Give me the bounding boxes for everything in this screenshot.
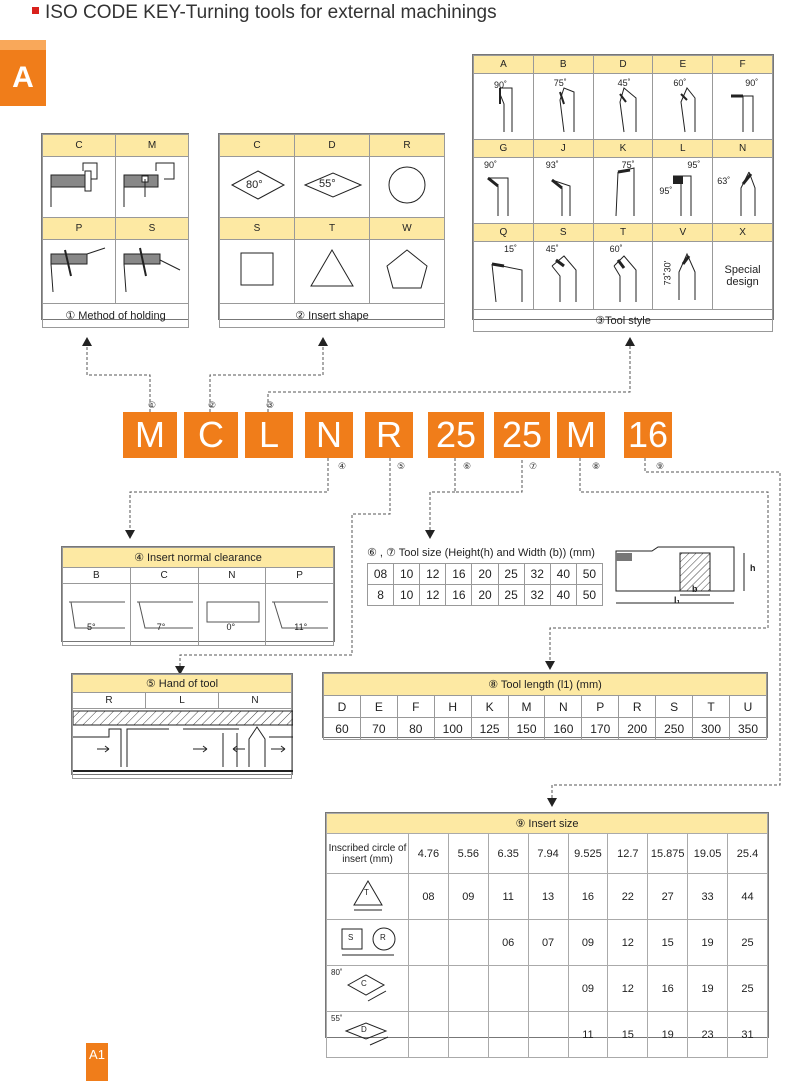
holding-letter: S	[116, 218, 189, 240]
insert-size-row-label: Inscribed circle of insert (mm)	[327, 834, 409, 874]
d-value: 31	[728, 1012, 768, 1058]
insert-size-panel	[325, 812, 769, 1041]
label-l1: l₁	[674, 595, 681, 605]
length-value: 60	[324, 718, 361, 740]
length-letter: F	[397, 696, 434, 718]
holding-panel	[41, 133, 189, 320]
style-f-icon: 90˚	[713, 74, 773, 140]
size-value: 25	[498, 585, 524, 606]
t-insert-icon: T	[327, 874, 409, 920]
length-value: 100	[434, 718, 471, 740]
t-value: 27	[648, 874, 688, 920]
holding-s-icon	[116, 240, 189, 304]
sr-value	[409, 920, 449, 966]
holding-letter: M	[116, 135, 189, 157]
length-letter: M	[508, 696, 545, 718]
code-number: ⑥	[463, 461, 472, 471]
code-number: ⑤	[397, 461, 406, 471]
length-letter: T	[693, 696, 730, 718]
title-bullet-icon	[32, 7, 39, 14]
label-b: b	[692, 584, 698, 594]
style-letter: X	[713, 224, 773, 242]
t-value: 44	[728, 874, 768, 920]
style-v-icon: 73˚30'	[653, 242, 713, 310]
shape-d-icon: 55°	[295, 157, 370, 218]
sr-value: 09	[568, 920, 608, 966]
length-value: 350	[729, 718, 766, 740]
c-value: 16	[648, 966, 688, 1012]
shape-t-icon	[295, 240, 370, 304]
sr-value: 07	[528, 920, 568, 966]
page-number: A1	[86, 1043, 108, 1081]
code-box-width: 25	[494, 412, 550, 458]
d-insert-icon: D 55˚	[327, 1012, 409, 1058]
clearance-letter: C	[130, 568, 198, 584]
size-code: 08	[368, 564, 394, 585]
style-a-icon: 90˚	[474, 74, 534, 140]
style-letter: A	[474, 56, 534, 74]
size-code: 32	[524, 564, 550, 585]
d-value: 19	[648, 1012, 688, 1058]
length-value: 70	[360, 718, 397, 740]
circle-value: 19.05	[688, 834, 728, 874]
length-letter: E	[360, 696, 397, 718]
style-l-icon: 95˚ 95˚	[653, 158, 713, 224]
circle-value: 5.56	[448, 834, 488, 874]
circle-value: 15.875	[648, 834, 688, 874]
size-code: 12	[420, 564, 446, 585]
size-code: 20	[472, 564, 498, 585]
page-title: ISO CODE KEY-Turning tools for external machinings	[32, 2, 497, 24]
tab-decoration	[0, 40, 46, 50]
style-n-icon: 63˚	[713, 158, 773, 224]
c-value: 12	[608, 966, 648, 1012]
shape-letter: R	[370, 135, 445, 157]
t-value: 16	[568, 874, 608, 920]
d-value: 15	[608, 1012, 648, 1058]
t-value: 09	[448, 874, 488, 920]
length-letter: U	[729, 696, 766, 718]
sr-value	[448, 920, 488, 966]
clearance-n-icon: 0°	[198, 584, 266, 646]
size-value: 10	[394, 585, 420, 606]
style-b-icon: 75˚	[533, 74, 593, 140]
d-value: 11	[568, 1012, 608, 1058]
t-value: 11	[488, 874, 528, 920]
circle-value: 4.76	[409, 834, 449, 874]
code-number: ①	[148, 400, 157, 410]
length-letter: H	[434, 696, 471, 718]
size-value: 20	[472, 585, 498, 606]
code-box-shape: C	[184, 412, 238, 458]
circle-value: 25.4	[728, 834, 768, 874]
style-letter: F	[713, 56, 773, 74]
circle-value: 6.35	[488, 834, 528, 874]
style-letter: D	[593, 56, 653, 74]
code-box-holding: M	[123, 412, 177, 458]
style-letter: Q	[474, 224, 534, 242]
t-value: 08	[409, 874, 449, 920]
code-box-height: 25	[428, 412, 484, 458]
c-value: 25	[728, 966, 768, 1012]
shape-letter: T	[295, 218, 370, 240]
size-code: 16	[446, 564, 472, 585]
length-value: 300	[693, 718, 730, 740]
c-value	[409, 966, 449, 1012]
size-value: 16	[446, 585, 472, 606]
sr-value: 15	[648, 920, 688, 966]
shape-c-icon: 80°	[220, 157, 295, 218]
size-code: 25	[498, 564, 524, 585]
style-letter: E	[653, 56, 713, 74]
length-letter: R	[619, 696, 656, 718]
size-code: 10	[394, 564, 420, 585]
code-box-size: 16	[624, 412, 672, 458]
clearance-letter: N	[198, 568, 266, 584]
size-value: 32	[524, 585, 550, 606]
c-value: 19	[688, 966, 728, 1012]
hand-letter: L	[146, 693, 219, 709]
style-t-icon: 60˚	[593, 242, 653, 310]
size-value: 8	[368, 585, 394, 606]
d-value	[488, 1012, 528, 1058]
c-value: 09	[568, 966, 608, 1012]
shape-caption: ② Insert shape	[220, 304, 445, 328]
length-letter: N	[545, 696, 582, 718]
length-value: 250	[656, 718, 693, 740]
shape-letter: S	[220, 218, 295, 240]
length-value: 170	[582, 718, 619, 740]
sr-value: 12	[608, 920, 648, 966]
style-caption: ③Tool style	[474, 310, 773, 332]
shape-letter: D	[295, 135, 370, 157]
size-value: 40	[550, 585, 576, 606]
clearance-b-icon: 5°	[63, 584, 131, 646]
style-k-icon: 75˚	[593, 158, 653, 224]
length-value: 125	[471, 718, 508, 740]
shape-letter: W	[370, 218, 445, 240]
length-letter: P	[582, 696, 619, 718]
d-value	[448, 1012, 488, 1058]
length-letter: S	[656, 696, 693, 718]
tool-size-title: ⑥ , ⑦ Tool size (Height(h) and Width (b)) (mm)	[367, 547, 595, 559]
sr-value: 19	[688, 920, 728, 966]
code-number: ③	[266, 400, 275, 410]
size-value: 12	[420, 585, 446, 606]
hand-diagram	[73, 709, 292, 779]
length-letter: D	[324, 696, 361, 718]
code-box-hand: R	[365, 412, 413, 458]
hand-letter: N	[219, 693, 292, 709]
size-value: 50	[576, 585, 602, 606]
code-number: ④	[338, 461, 347, 471]
style-j-icon: 93˚	[533, 158, 593, 224]
length-value: 80	[397, 718, 434, 740]
style-e-icon: 60˚	[653, 74, 713, 140]
shape-r-icon	[370, 157, 445, 218]
holding-c-icon	[43, 157, 116, 218]
code-box-style: L	[245, 412, 293, 458]
tool-size-diagram	[612, 545, 772, 607]
length-value: 150	[508, 718, 545, 740]
style-letter: N	[713, 140, 773, 158]
c-value	[448, 966, 488, 1012]
length-letter: K	[471, 696, 508, 718]
d-value: 23	[688, 1012, 728, 1058]
code-number: ⑦	[529, 461, 538, 471]
circle-value: 7.94	[528, 834, 568, 874]
style-d-icon: 45˚	[593, 74, 653, 140]
sr-value: 06	[488, 920, 528, 966]
t-value: 13	[528, 874, 568, 920]
tool-size-panel	[367, 546, 605, 606]
holding-caption: ① Method of holding	[43, 304, 189, 328]
clearance-letter: P	[266, 568, 334, 584]
code-number: ⑧	[592, 461, 601, 471]
clearance-p-icon: 11°	[266, 584, 334, 646]
style-letter: B	[533, 56, 593, 74]
d-value	[528, 1012, 568, 1058]
code-box-length: M	[557, 412, 605, 458]
style-letter: G	[474, 140, 534, 158]
clearance-c-icon: 7°	[130, 584, 198, 646]
shape-w-icon	[370, 240, 445, 304]
d-value	[409, 1012, 449, 1058]
hand-title: ⑤ Hand of tool	[73, 675, 292, 693]
size-code: 40	[550, 564, 576, 585]
c-value	[528, 966, 568, 1012]
c-value	[488, 966, 528, 1012]
clearance-letter: B	[63, 568, 131, 584]
shape-s-icon	[220, 240, 295, 304]
clearance-panel	[61, 546, 335, 642]
section-tab: A	[0, 50, 46, 106]
hand-panel	[71, 673, 293, 775]
style-letter: L	[653, 140, 713, 158]
code-number: ②	[208, 400, 217, 410]
hand-letter: R	[73, 693, 146, 709]
style-x-special: Special design	[713, 242, 773, 310]
holding-p-icon	[43, 240, 116, 304]
length-value: 160	[545, 718, 582, 740]
style-g-icon: 90˚	[474, 158, 534, 224]
holding-letter: C	[43, 135, 116, 157]
holding-letter: P	[43, 218, 116, 240]
label-h: h	[750, 563, 756, 573]
code-number: ⑨	[656, 461, 665, 471]
circle-value: 9.525	[568, 834, 608, 874]
style-letter: S	[533, 224, 593, 242]
tool-length-title: ⑧ Tool length (l1) (mm)	[324, 674, 767, 696]
style-letter: K	[593, 140, 653, 158]
tool-style-panel	[472, 54, 774, 327]
circle-value: 12.7	[608, 834, 648, 874]
style-s-icon: 45˚	[533, 242, 593, 310]
shape-letter: C	[220, 135, 295, 157]
length-value: 200	[619, 718, 656, 740]
sr-value: 25	[728, 920, 768, 966]
clearance-title: ④ Insert normal clearance	[63, 548, 334, 568]
insert-shape-panel	[218, 133, 445, 320]
tool-length-panel	[322, 672, 768, 738]
style-letter: J	[533, 140, 593, 158]
style-letter: T	[593, 224, 653, 242]
code-box-clearance: N	[305, 412, 353, 458]
c-insert-icon: C 80˚	[327, 966, 409, 1012]
style-q-icon: 15˚	[474, 242, 534, 310]
sr-insert-icon: S R	[327, 920, 409, 966]
t-value: 33	[688, 874, 728, 920]
size-code: 50	[576, 564, 602, 585]
insert-size-title: ⑨ Insert size	[327, 814, 768, 834]
holding-m-icon	[116, 157, 189, 218]
t-value: 22	[608, 874, 648, 920]
style-letter: V	[653, 224, 713, 242]
